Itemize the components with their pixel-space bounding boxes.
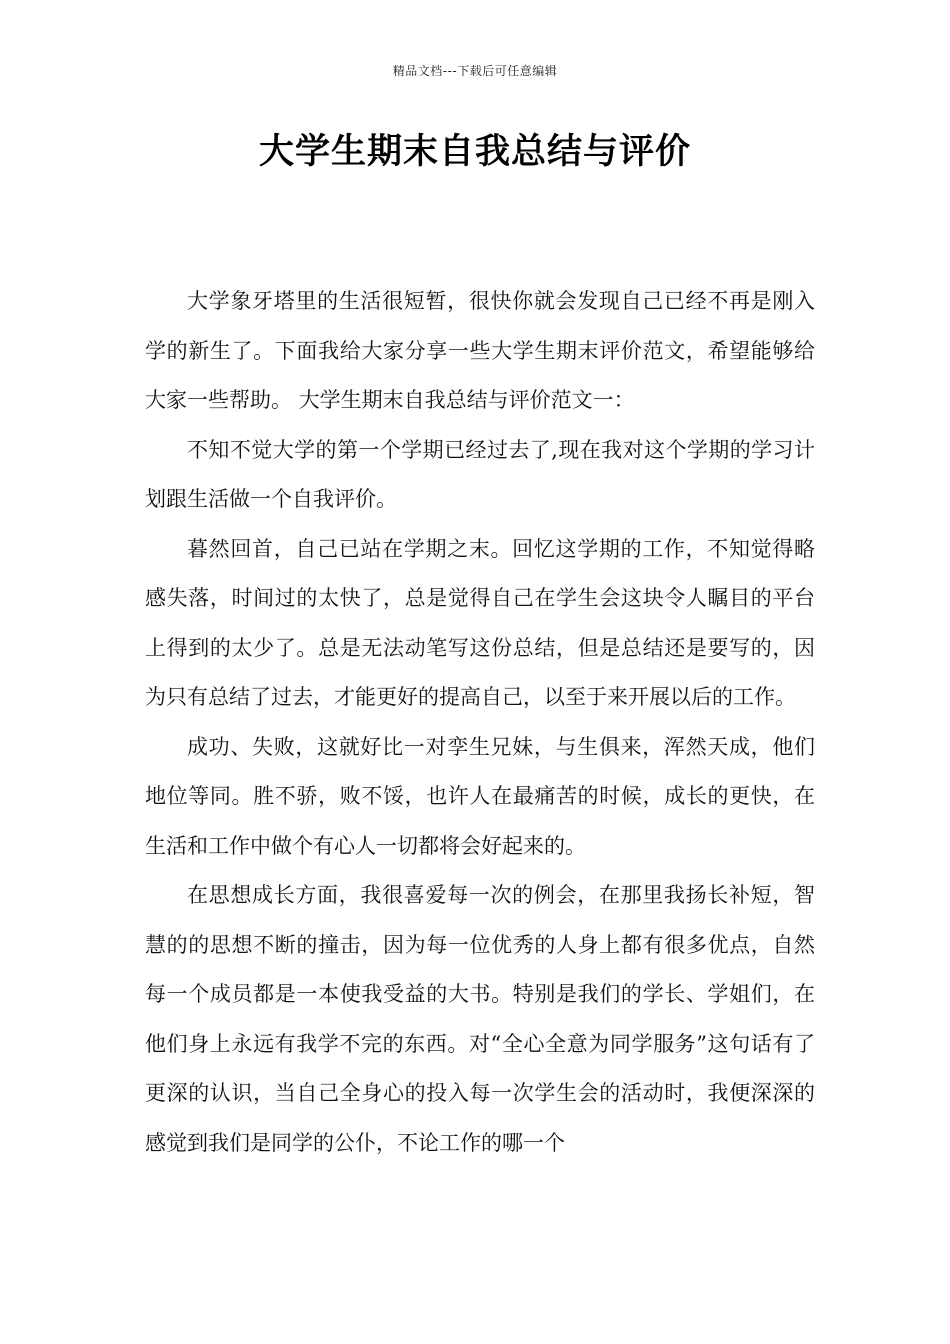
paragraph-reflection: 暮然回首，自己已站在学期之末。回忆这学期的工作，不知觉得略感失落，时间过的太快了，总是觉得自己在学生会这块令人瞩目的平台上得到的太少了。总是无法动笔写这份总结，但是总结还是要写的，因为只有总结了过去，才能更好的提高自己，以至于来开展以后的工作。 — [145, 536, 815, 709]
paragraph-intro: 大学象牙塔里的生活很短暂，很快你就会发现自己已经不再是刚入学的新生了。下面我给大家分享一些大学生期末评价范文，希望能够给大家一些帮助。 大学生期末自我总结与评价范文一： — [145, 289, 815, 412]
header-note: 精品文档---下载后可任意编辑 — [392, 64, 558, 78]
paragraph-growth: 在思想成长方面，我很喜爱每一次的例会，在那里我扬长补短，智慧的的思想不断的撞击，因为每一位优秀的人身上都有很多优点，自然每一个成员都是一本使我受益的大书。特别是我们的学长、学姐们，在他们身上永远有我学不完的东西。对“全心全意为同学服务”这句话有了更深的认识，当自己全身心的投入每一次学生会的活动时，我便深深的感觉到我们是同学的公仆，不论工作的哪一个 — [145, 883, 815, 1155]
paragraph-success-failure: 成功、失败，这就好比一对孪生兄妹，与生俱来，浑然天成，他们地位等同。胜不骄，败不馁，也许人在最痛苦的时候，成长的更快，在生活和工作中做个有心人一切都将会好起来的。 — [145, 734, 815, 858]
paragraph-semester: 不知不觉大学的第一个学期已经过去了,现在我对这个学期的学习计划跟生活做一个自我评价。 — [145, 437, 815, 511]
document-title: 大学生期末自我总结与评价 — [258, 132, 691, 172]
document-body — [145, 277, 815, 1168]
